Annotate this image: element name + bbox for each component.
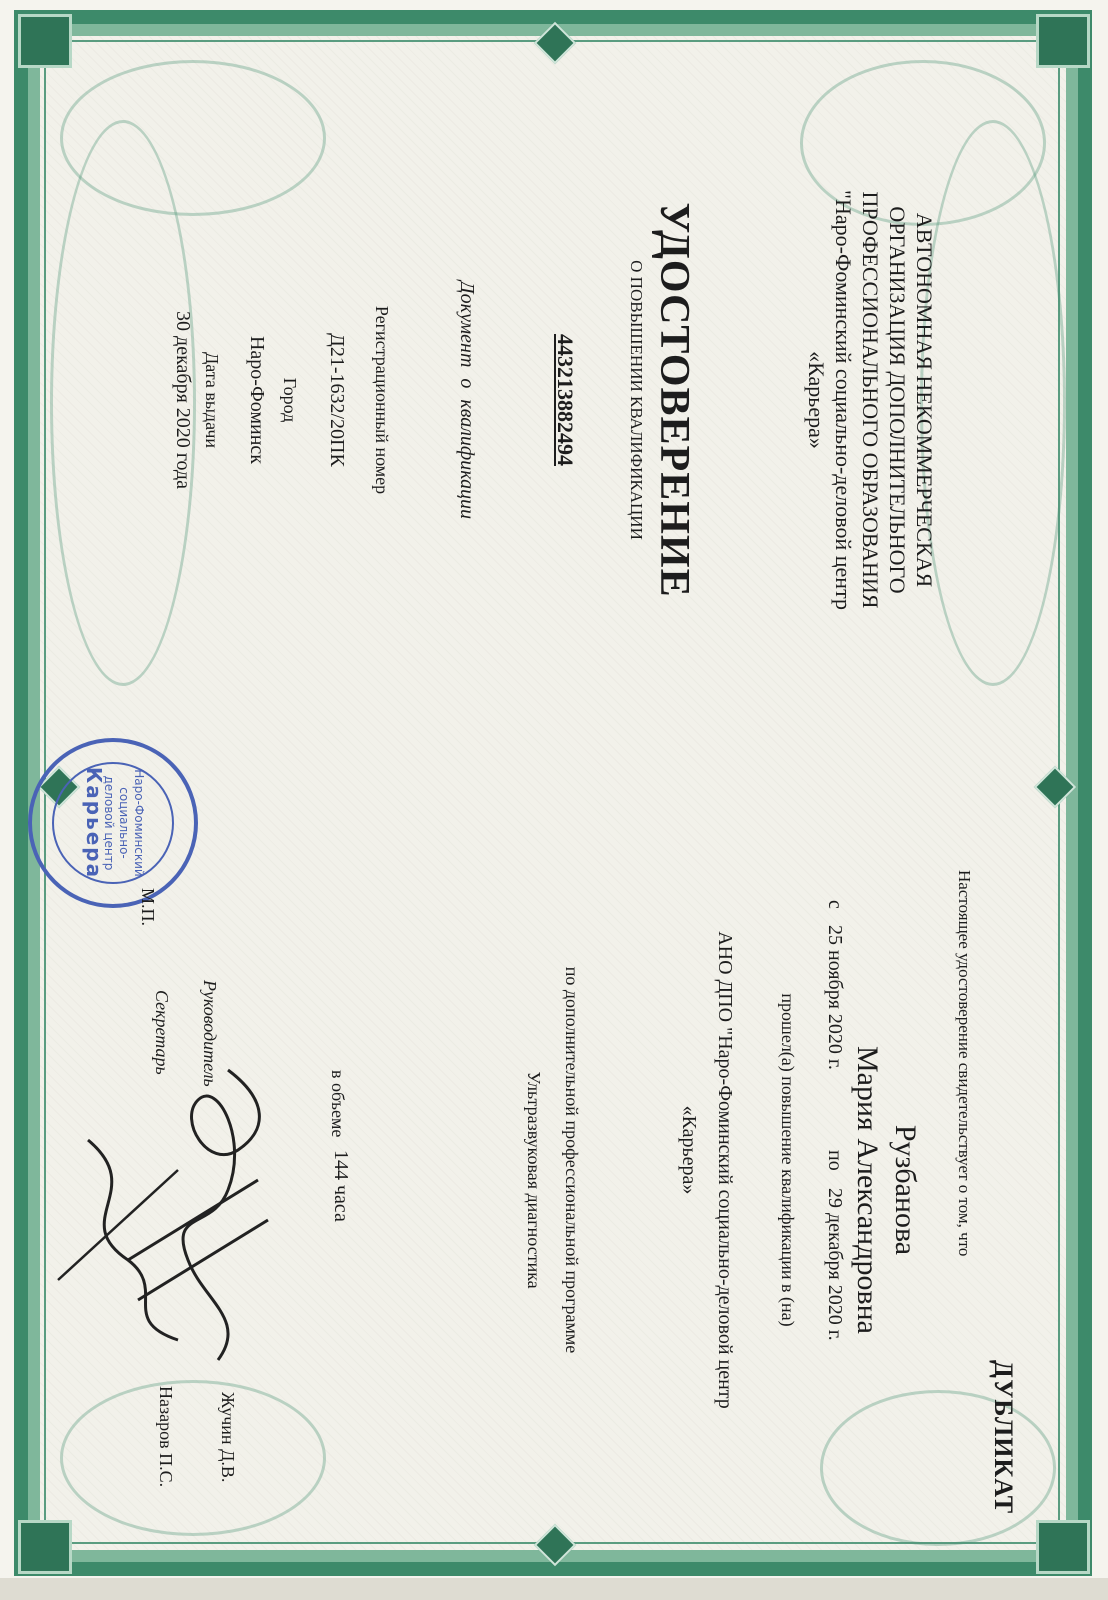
organization-line: АВТОНОМНАЯ НЕКОММЕРЧЕСКАЯ [912, 212, 937, 588]
qualification-passed: прошел(а) повышение квалификации в (на) [778, 993, 798, 1327]
document-subtitle: О ПОВЫШЕНИИ КВАЛИФИКАЦИИ [627, 260, 646, 540]
certificate-intro: Настоящее удостоверение свидетельствует о том, что [955, 870, 974, 1257]
city-label: Город [280, 377, 300, 423]
city-value: Наро-Фоминск [246, 335, 268, 465]
document-title: УДОСТОВЕРЕНИЕ [651, 202, 697, 598]
registration-label: Регистрационный номер [372, 305, 392, 495]
volume-value: 144 часа [330, 1150, 352, 1222]
seal-mark: М.П. [138, 888, 158, 927]
head-label: Руководитель [200, 980, 220, 1087]
holder-name: Мария Александровна [851, 1046, 884, 1334]
issue-date: 30 декабря 2020 года [172, 311, 194, 489]
secretary-name: Назаров П.С. [156, 1386, 176, 1488]
period-to: 29 декабря 2020 г. [824, 1188, 846, 1341]
organization-line: «Карьера» [804, 351, 829, 449]
stamp-line: деловой центр [102, 775, 116, 871]
stamp-center-text: Карьера [82, 766, 106, 880]
holder-surname: Рузбанова [889, 1124, 922, 1256]
document-type: Документ о квалификации [456, 280, 478, 520]
certificate-number: 443213882494 [553, 334, 578, 466]
institution-name-line2: «Карьера» [678, 1105, 700, 1195]
organization-line: "Наро-Фоминский социально-деловой центр [831, 190, 856, 610]
period-to-prefix: по [824, 1150, 846, 1171]
program-name: Ультразвуковая диагностика [524, 1071, 544, 1289]
head-name: Жучин Д.В. [218, 1392, 238, 1483]
program-label: по дополнительной профессиональной программе [562, 966, 582, 1354]
official-stamp [28, 738, 198, 908]
period-from: 25 ноября 2020 г. [824, 925, 846, 1070]
secretary-label: Секретарь [152, 990, 172, 1075]
organization-line: ПРОФЕССИОНАЛЬНОГО ОБРАЗОВАНИЯ [858, 191, 883, 609]
secretary-signature [48, 1130, 208, 1350]
volume-label: в объеме [328, 1070, 348, 1138]
registration-number: Д21-1632/20ПК [326, 333, 348, 467]
stamp-line: социально- [117, 787, 131, 859]
duplicate-mark: ДУБЛИКАТ [989, 1360, 1018, 1515]
stamp-line: Наро-Фоминский [132, 769, 146, 877]
organization-line: ОРГАНИЗАЦИЯ ДОПОЛНИТЕЛЬНОГО [885, 206, 910, 594]
organization-block [803, 190, 938, 610]
period-from-prefix: с [824, 900, 846, 909]
institution-name: АНО ДПО "Наро-Фоминский социально-деловой центр [714, 931, 736, 1409]
stamp-text [82, 742, 146, 904]
issue-date-label: Дата выдачи [202, 351, 222, 449]
